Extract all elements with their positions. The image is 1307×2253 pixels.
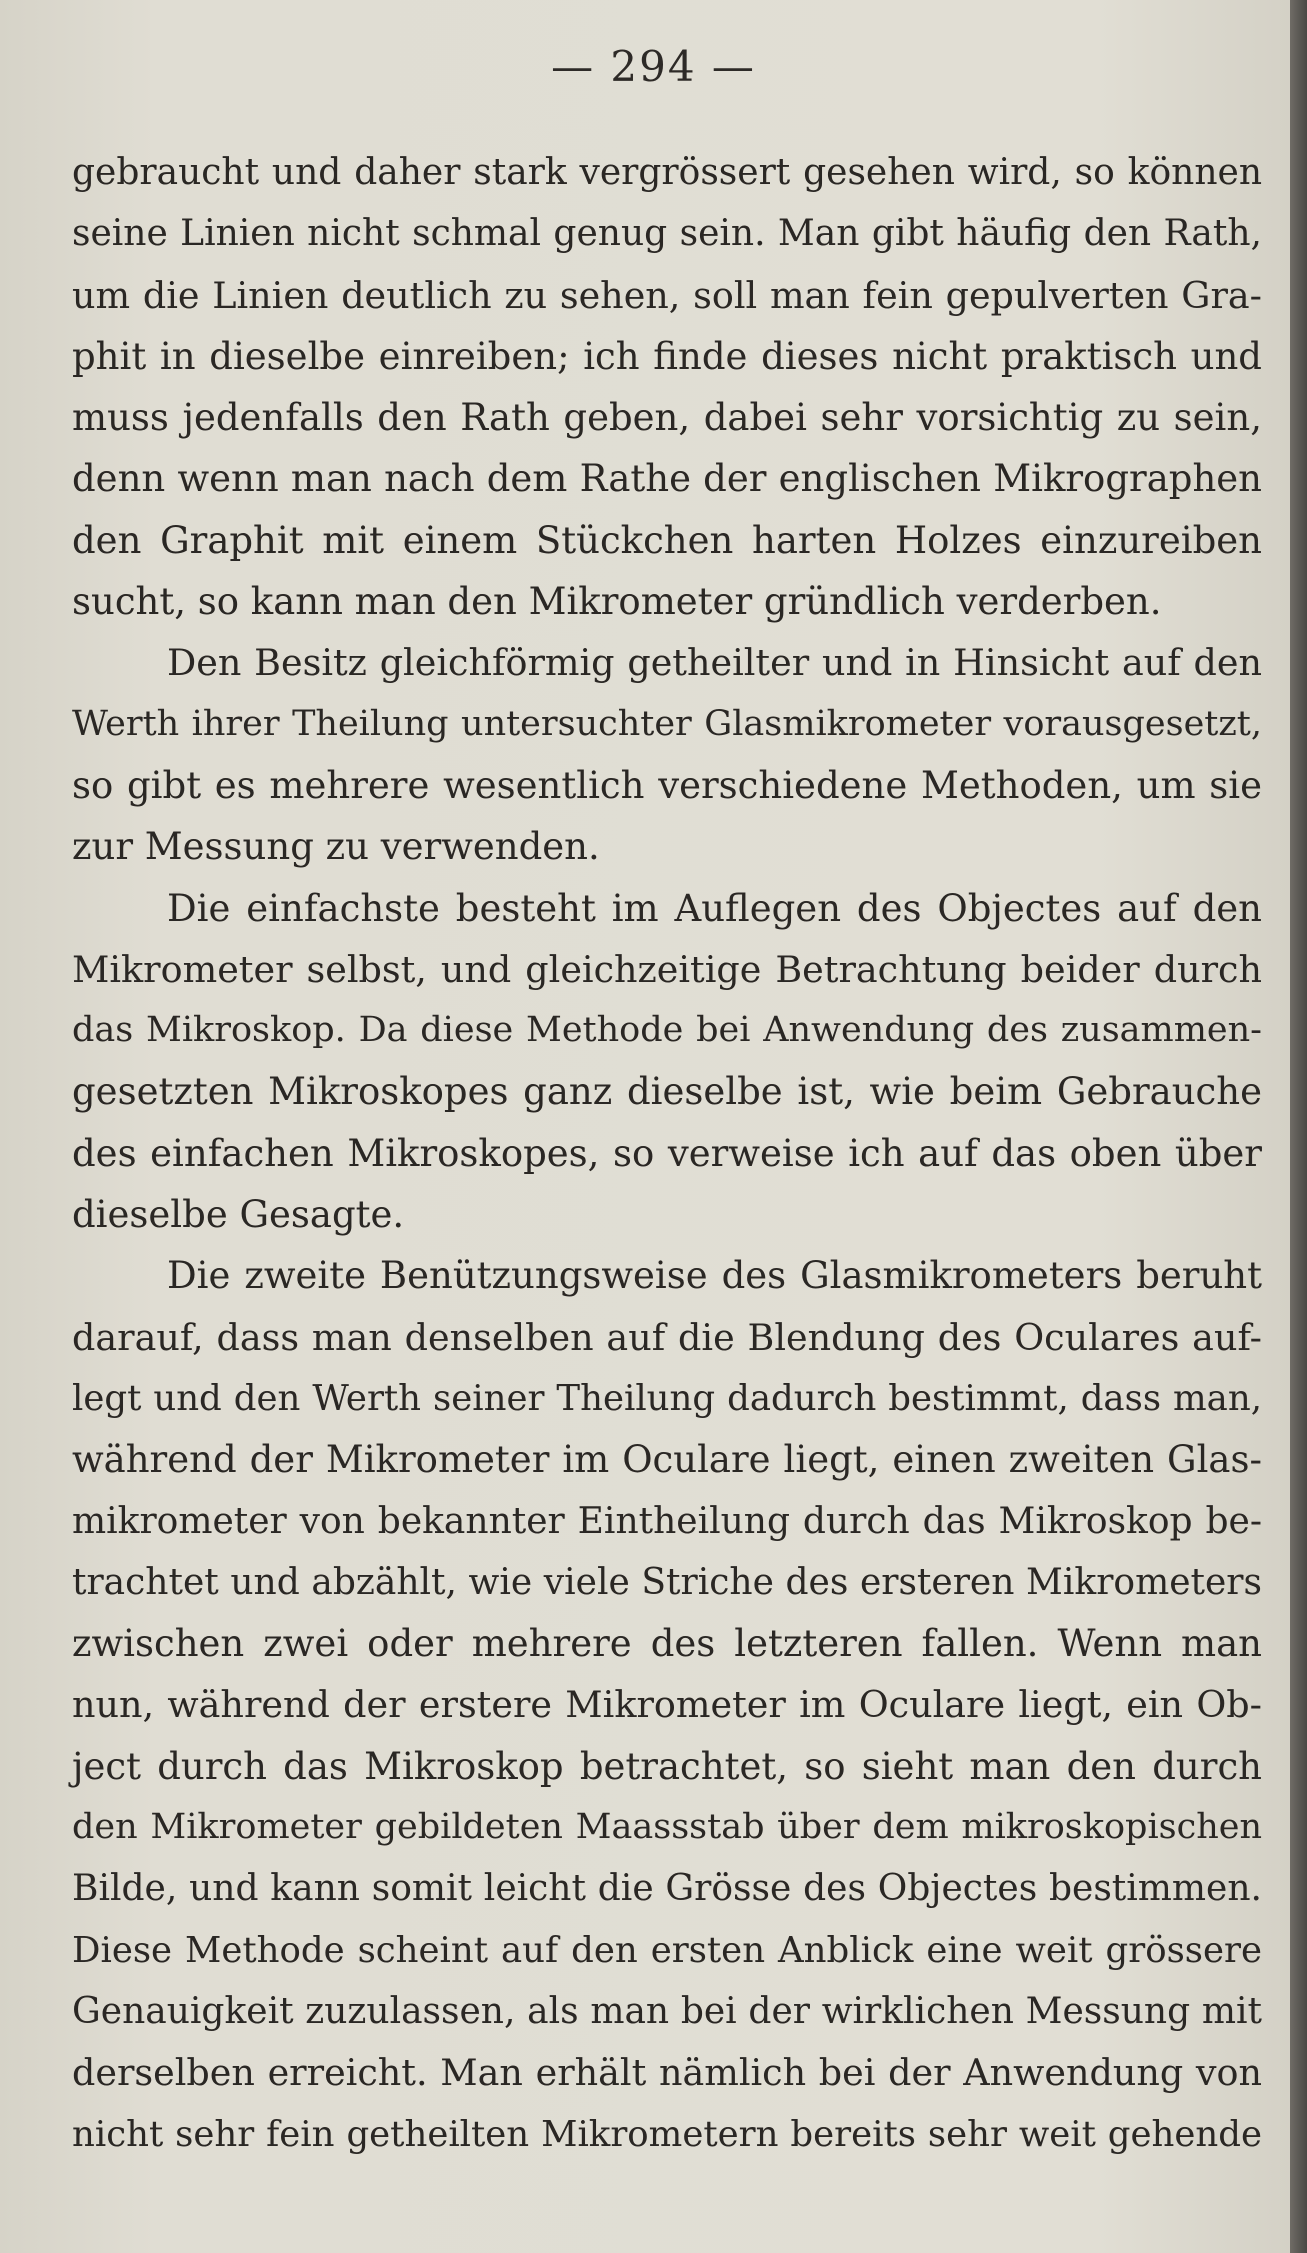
text-line: Mikrometer selbst, und gleichzeitige Betrachtung beider durch [72, 947, 1262, 991]
text-line: den Graphit mit einem Stückchen harten Holzes einzureiben [72, 518, 1262, 562]
text-line: Den Besitz gleichförmig getheilter und in Hinsicht auf den [167, 641, 1262, 685]
text-line: denn wenn man nach dem Rathe der englischen Mikrographen [72, 457, 1262, 501]
text-line: darauf, dass man denselben auf die Blendung des Oculares auf- [72, 1315, 1262, 1359]
text-line: mikrometer von bekannter Eintheilung durch das Mikroskop be- [72, 1500, 1262, 1542]
text-line: phit in dieselbe einreiben; ich finde dieses nicht praktisch und [72, 334, 1262, 378]
text-line: zwischen zwei oder mehrere des letzteren fallen. Wenn man [72, 1622, 1262, 1666]
page-edge-shadow [1290, 0, 1307, 2253]
text-line: nicht sehr fein getheilten Mikrometern bereits sehr weit gehende [72, 2113, 1262, 2155]
text-line: trachtet und abzählt, wie viele Striche des ersteren Mikrometers [72, 1561, 1262, 1603]
paragraph-4 [72, 1245, 1262, 2164]
text-line: Diese Methode scheint auf den ersten Anblick eine weit grössere [72, 1929, 1262, 1971]
text-line: sucht, so kann man den Mikrometer gründlich verderben. [72, 580, 1162, 624]
text-line: Die zweite Benützungsweise des Glasmikrometers beruht [167, 1254, 1262, 1298]
text-line: Genauigkeit zuzulassen, als man bei der wirklichen Messung mit [72, 1990, 1262, 2032]
text-line: nun, während der erstere Mikrometer im Oculare liegt, ein Ob- [72, 1683, 1262, 1727]
page-number: — 294 — [551, 42, 756, 91]
text-line: den Mikrometer gebildeten Maassstab über dem mikroskopischen [72, 1807, 1262, 1848]
text-line: dieselbe Gesagte. [72, 1193, 405, 1237]
paragraph-2 [72, 632, 1262, 877]
page-body [72, 142, 1262, 2165]
text-line: derselben erreicht. Man erhält nämlich bei der Anwendung von [72, 2051, 1262, 2095]
text-line: das Mikroskop. Da diese Methode bei Anwendung des zusammen- [72, 1010, 1262, 1051]
text-line: des einfachen Mikroskopes, so verweise ich auf das oben über [72, 1131, 1262, 1175]
text-line: zur Messung zu verwenden. [72, 825, 600, 869]
text-line: ject durch das Mikroskop betrachtet, so sieht man den durch [72, 1744, 1262, 1788]
text-line: muss jedenfalls den Rath geben, dabei sehr vorsichtig zu sein, [72, 396, 1262, 440]
text-line: legt und den Werth seiner Theilung dadurch bestimmt, dass man, [72, 1377, 1262, 1419]
text-line: so gibt es mehrere wesentlich verschiedene Methoden, um sie [72, 763, 1262, 807]
text-line: Werth ihrer Theilung untersuchter Glasmikrometer vorausgesetzt, [72, 703, 1262, 744]
text-line: während der Mikrometer im Oculare liegt, einen zweiten Glas- [72, 1438, 1262, 1482]
text-line: gesetzten Mikroskopes ganz dieselbe ist, wie beim Gebrauche [72, 1070, 1262, 1114]
paragraph-1 [72, 142, 1262, 632]
text-line: seine Linien nicht schmal genug sein. Man gibt häufig den Rath, [72, 213, 1262, 255]
paragraph-3 [72, 878, 1262, 1246]
text-line: Bilde, und kann somit leicht die Grösse des Objectes bestimmen. [72, 1868, 1262, 1910]
text-line: Die einfachste besteht im Auflegen des Objectes auf den [167, 886, 1262, 930]
text-line: um die Linien deutlich zu sehen, soll man fein gepulverten Gra- [72, 273, 1262, 317]
text-line: gebraucht und daher stark vergrössert gesehen wird, so können [72, 152, 1262, 193]
